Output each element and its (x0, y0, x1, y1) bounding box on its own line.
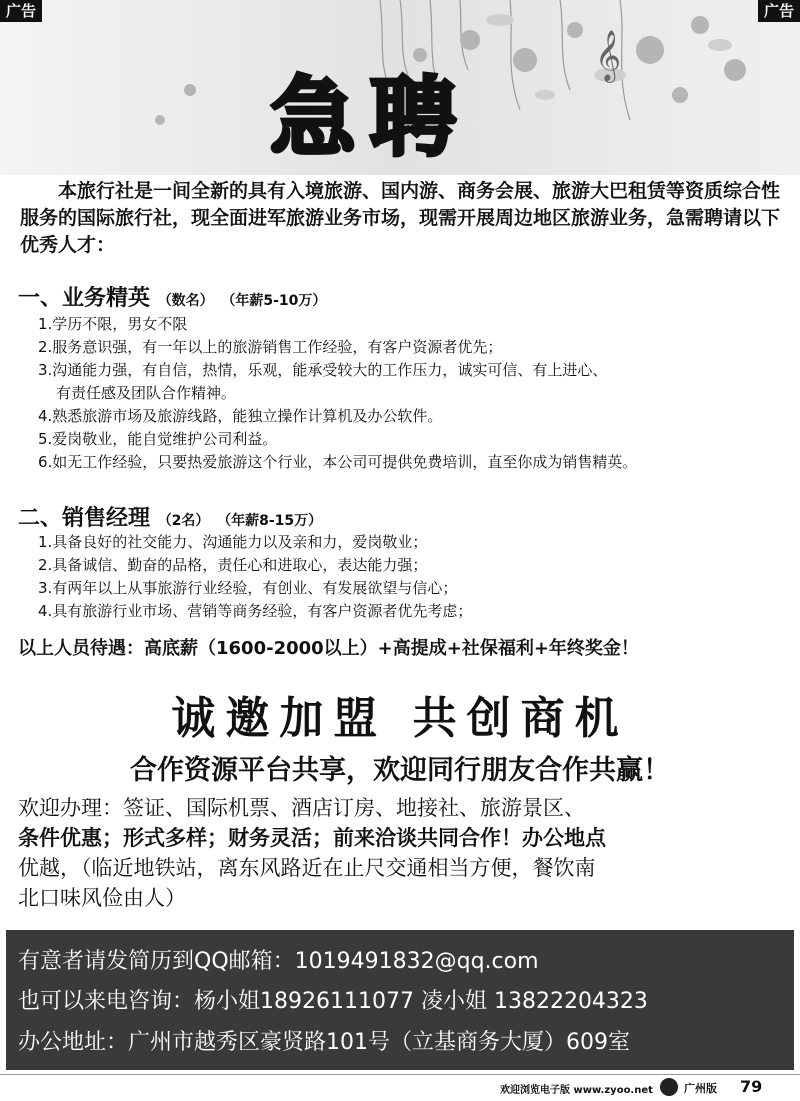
list-item: 6.如无工作经验，只要热爱旅游这个行业，本公司可提供免费培训，直至你成为销售精英。 (38, 453, 638, 471)
list-item: 1.具备良好的社交能力、沟通能力以及亲和力，爱岗敬业； (38, 533, 428, 551)
section1-name: 一、业务精英 (18, 286, 151, 311)
services-line: 优越，（临近地铁站，离东风路近在止尺交通相当方便，餐饮南 (18, 856, 596, 880)
services-line: 条件优惠；形式多样；财务灵活；前来洽谈共同合作！办公地点 (18, 826, 606, 850)
svg-text:𝄞: 𝄞 (595, 30, 622, 81)
list-item: 2.具备诚信、勤奋的品格，责任心和进取心，表达能力强； (38, 556, 428, 574)
section2-title (18, 501, 322, 532)
section1-list (38, 313, 793, 474)
publisher-logo-icon (660, 1078, 678, 1096)
email-line: 有意者请发简历到QQ邮箱：1019491832@qq.com (18, 949, 539, 974)
ad-tag-right: 广告 (758, 0, 800, 22)
benefits-line: 以上人员待遇：高底薪（1600-2000以上）+高提成+社保福利+年终奖金！ (18, 638, 639, 659)
services-line: 欢迎办理：签证、国际机票、酒店订房、地接社、旅游景区、 (18, 796, 585, 820)
intro-text: 本旅行社是一间全新的具有入境旅游、国内游、商务会展、旅游大巴租赁等资质综合性服务的国际旅行社，现全面进军旅游业务市场，现需开展周边地区旅游业务，急需聘请以下优秀人才： (20, 180, 781, 256)
footer-edition: 广州版 (684, 1082, 717, 1095)
section1-salary: （年薪5-10万） (221, 293, 327, 309)
list-item: 1.学历不限，男女不限 (38, 315, 188, 333)
list-item: 有责任感及团队合作精神。 (56, 384, 237, 402)
section2-count: （2名） (157, 513, 210, 529)
section1-title (18, 281, 326, 312)
page-number: 79 (740, 1077, 763, 1096)
page-footer (0, 1074, 800, 1101)
list-item: 3.沟通能力强，有自信，热情，乐观，能承受较大的工作压力，诚实可信、有上进心、 (38, 361, 608, 379)
header-banner (0, 0, 800, 175)
section2-list (38, 531, 793, 623)
services-line: 北口味风俭由人） (18, 886, 186, 910)
ad-tag-left: 广告 (0, 0, 42, 22)
intro-paragraph (20, 178, 790, 259)
sub-slogan: 合作资源平台共享，欢迎同行朋友合作共赢！ (130, 755, 670, 786)
section2-salary: （年薪8-15万） (217, 513, 323, 529)
footer-site: 欢迎浏览电子版 www.zyoo.net (500, 1085, 653, 1096)
section2-name: 二、销售经理 (18, 506, 151, 531)
list-item: 4.熟悉旅游市场及旅游线路，能独立操作计算机及办公软件。 (38, 407, 443, 425)
list-item: 3.有两年以上从事旅游行业经验，有创业、有发展欲望与信心； (38, 579, 458, 597)
address-line: 办公地址：广州市越秀区豪贤路101号（立基商务大厦）609室 (18, 1030, 630, 1055)
contact-box (6, 930, 794, 1070)
slogan: 诚邀加盟 共创商机 (171, 693, 629, 744)
services-block (18, 793, 788, 913)
phone-line: 也可以来电咨询：杨小姐18926111077 凌小姐 13822204323 (18, 989, 648, 1014)
headline: 急聘 (270, 68, 470, 168)
list-item: 2.服务意识强，有一年以上的旅游销售工作经验，有客户资源者优先； (38, 338, 503, 356)
list-item: 4.具有旅游行业市场、营销等商务经验，有客户资源者优先考虑； (38, 602, 473, 620)
section1-count: （数名） (157, 293, 214, 309)
list-item: 5.爱岗敬业，能自觉维护公司利益。 (38, 430, 278, 448)
